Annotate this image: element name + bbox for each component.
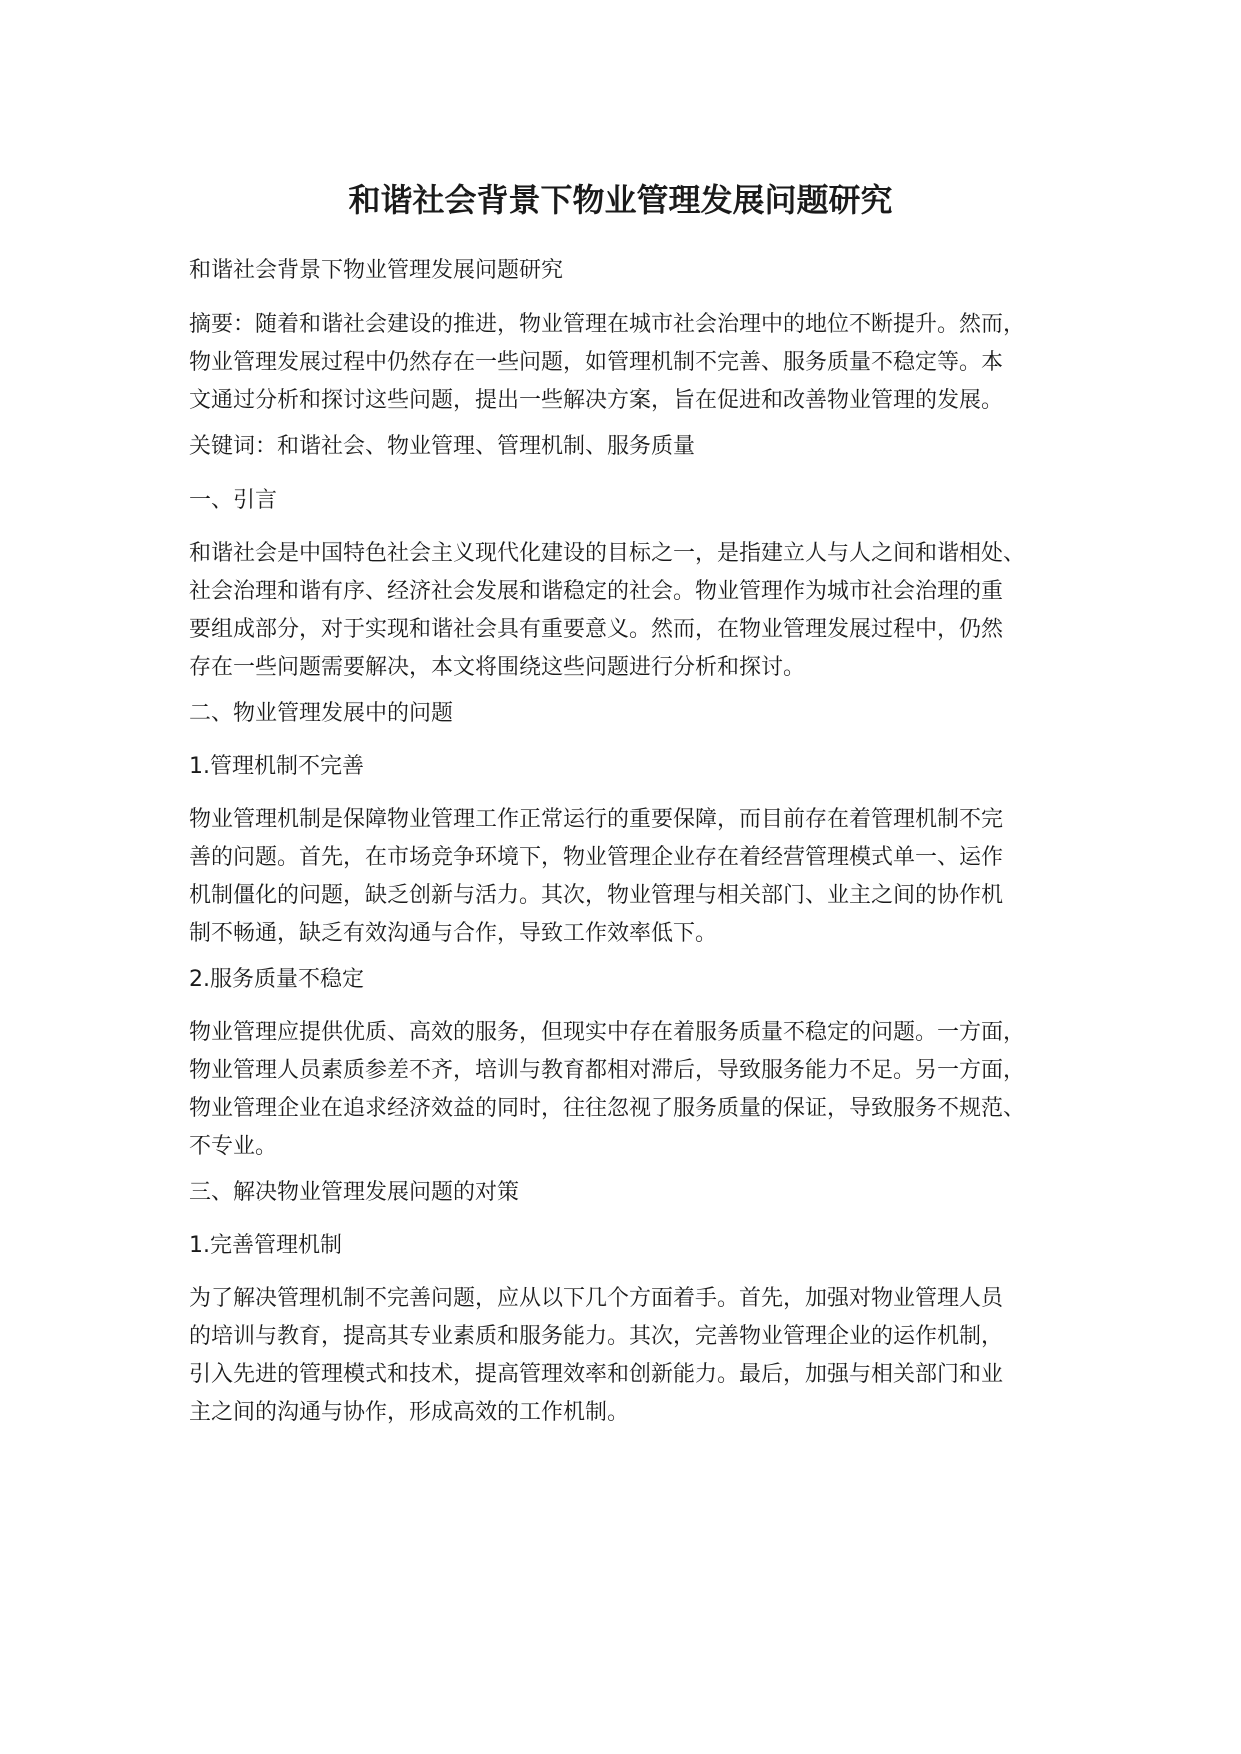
paragraph-line: 存在一些问题需要解决，本文将围绕这些问题进行分析和探讨。 <box>189 655 806 680</box>
paragraph-line: 不专业。 <box>189 1134 278 1159</box>
section2-1-paragraph <box>189 801 1003 953</box>
paragraph-line: 主之间的沟通与协作，形成高效的工作机制。 <box>189 1400 630 1425</box>
section1-heading: 一、引言 <box>189 488 278 513</box>
paragraph-line: 物业管理企业在追求经济效益的同时，往往忽视了服务质量的保证，导致服务不规范、 <box>189 1096 1026 1121</box>
abstract-line: 文通过分析和探讨这些问题，提出一些解决方案，旨在促进和改善物业管理的发展。 <box>189 388 1004 413</box>
section2-1-heading: 1.管理机制不完善 <box>189 754 364 779</box>
section2-2-paragraph <box>189 1014 1025 1166</box>
abstract-line: 摘要：随着和谐社会建设的推进，物业管理在城市社会治理中的地位不断提升。然而， <box>189 312 1026 337</box>
document-subtitle: 和谐社会背景下物业管理发展问题研究 <box>189 258 564 283</box>
section2-heading: 二、物业管理发展中的问题 <box>189 701 454 726</box>
keywords: 关键词：和谐社会、物业管理、管理机制、服务质量 <box>189 434 696 459</box>
paragraph-line: 引入先进的管理模式和技术，提高管理效率和创新能力。最后，加强与相关部门和业 <box>189 1362 1004 1387</box>
paragraph-line: 善的问题。首先，在市场竞争环境下，物业管理企业存在着经营管理模式单一、运作 <box>189 845 1004 870</box>
abstract-line: 物业管理发展过程中仍然存在一些问题，如管理机制不完善、服务质量不稳定等。本 <box>189 350 1004 375</box>
section3-1-heading: 1.完善管理机制 <box>189 1233 342 1258</box>
paragraph-line: 物业管理机制是保障物业管理工作正常运行的重要保障，而目前存在着管理机制不完 <box>189 807 1004 832</box>
paragraph-line: 物业管理人员素质参差不齐，培训与教育都相对滞后，导致服务能力不足。另一方面， <box>189 1058 1026 1083</box>
paragraph-line: 社会治理和谐有序、经济社会发展和谐稳定的社会。物业管理作为城市社会治理的重 <box>189 579 1004 604</box>
paragraph-line: 和谐社会是中国特色社会主义现代化建设的目标之一，是指建立人与人之间和谐相处、 <box>189 541 1026 566</box>
paragraph-line: 物业管理应提供优质、高效的服务，但现实中存在着服务质量不稳定的问题。一方面， <box>189 1020 1026 1045</box>
abstract-paragraph <box>189 306 1025 420</box>
document-title: 和谐社会背景下物业管理发展问题研究 <box>348 181 893 219</box>
paragraph-line: 要组成部分，对于实现和谐社会具有重要意义。然而，在物业管理发展过程中，仍然 <box>189 617 1004 642</box>
section3-1-paragraph <box>189 1280 1003 1432</box>
paragraph-line: 的培训与教育，提高其专业素质和服务能力。其次，完善物业管理企业的运作机制， <box>189 1324 1004 1349</box>
section1-paragraph <box>189 535 1025 687</box>
section3-heading: 三、解决物业管理发展问题的对策 <box>189 1180 520 1205</box>
paragraph-line: 机制僵化的问题，缺乏创新与活力。其次，物业管理与相关部门、业主之间的协作机 <box>189 883 1004 908</box>
section2-2-heading: 2.服务质量不稳定 <box>189 967 364 992</box>
paragraph-line: 为了解决管理机制不完善问题，应从以下几个方面着手。首先，加强对物业管理人员 <box>189 1286 1004 1311</box>
paragraph-line: 制不畅通，缺乏有效沟通与合作，导致工作效率低下。 <box>189 921 718 946</box>
